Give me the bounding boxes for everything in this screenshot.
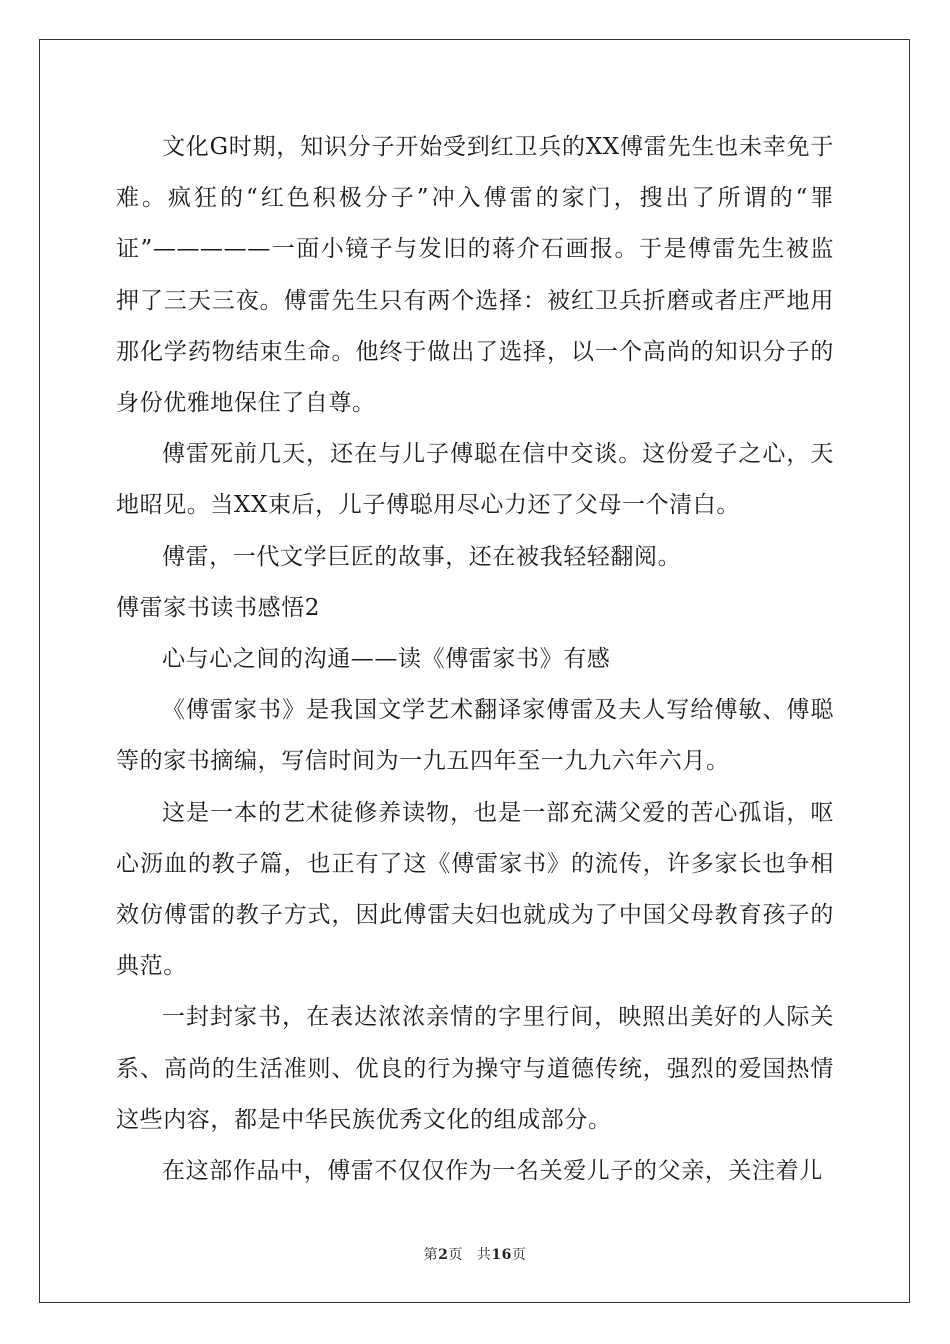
page-number: 2 xyxy=(438,1247,449,1263)
page-suffix: 页 xyxy=(448,1247,463,1263)
paragraph: 在这部作品中，傅雷不仅仅作为一名关爱儿子的父亲，关注着儿 xyxy=(162,1158,823,1185)
paragraph: 《傅雷家书》是我国文学艺术翻译家傅雷及夫人写给傅敏、傅聪等的家书摘编，写信时间为一九五四年至一九九六年六月。 xyxy=(116,697,834,775)
total-suffix: 页 xyxy=(511,1247,527,1263)
paragraph: 文化G时期，知识分子开始受到红卫兵的XX傅雷先生也未幸免于难。疯狂的“红色积极分子”冲入傅雷的家门，搜出了所谓的“罪证”—————一面小镜子与发旧的蒋介石画报。于是傅雷先生被监押了三天三夜。傅雷先生只有两个选择：被红卫兵折磨或者庄严地用那化学药物结束生命。他终于做出了选择，以一个高尚的知识分子的身份优雅地保住了自尊。 xyxy=(116,134,834,417)
article-subtitle: 心与心之间的沟通——读《傅雷家书》有感 xyxy=(162,646,611,673)
document-body xyxy=(116,122,834,1197)
paragraph: 一封封家书，在表达浓浓亲情的字里行间，映照出美好的人际关系、高尚的生活准则、优良的行为操守与道德传统，强烈的爱国热情这些内容，都是中华民族优秀文化的组成部分。 xyxy=(116,1004,834,1133)
paragraph: 傅雷，一代文学巨匠的故事，还在被我轻轻翻阅。 xyxy=(162,543,682,570)
section-heading: 傅雷家书读书感悟2 xyxy=(116,594,321,621)
paragraph: 这是一本的艺术徒修养读物，也是一部充满父爱的苦心孤诣，呕心沥血的教子篇，也正有了这《傅雷家书》的流传，许多家长也争相效仿傅雷的教子方式，因此傅雷夫妇也就成为了中国父母教育孩子的典范。 xyxy=(116,799,834,980)
paragraph: 傅雷死前几天，还在与儿子傅聪在信中交谈。这份爱子之心，天地昭见。当XX束后，儿子傅聪用尽心力还了父母一个清白。 xyxy=(116,441,834,519)
total-prefix: 共 xyxy=(476,1247,492,1263)
total-pages: 16 xyxy=(491,1247,512,1263)
page-prefix: 第 xyxy=(423,1247,439,1263)
page-footer xyxy=(0,1244,950,1264)
